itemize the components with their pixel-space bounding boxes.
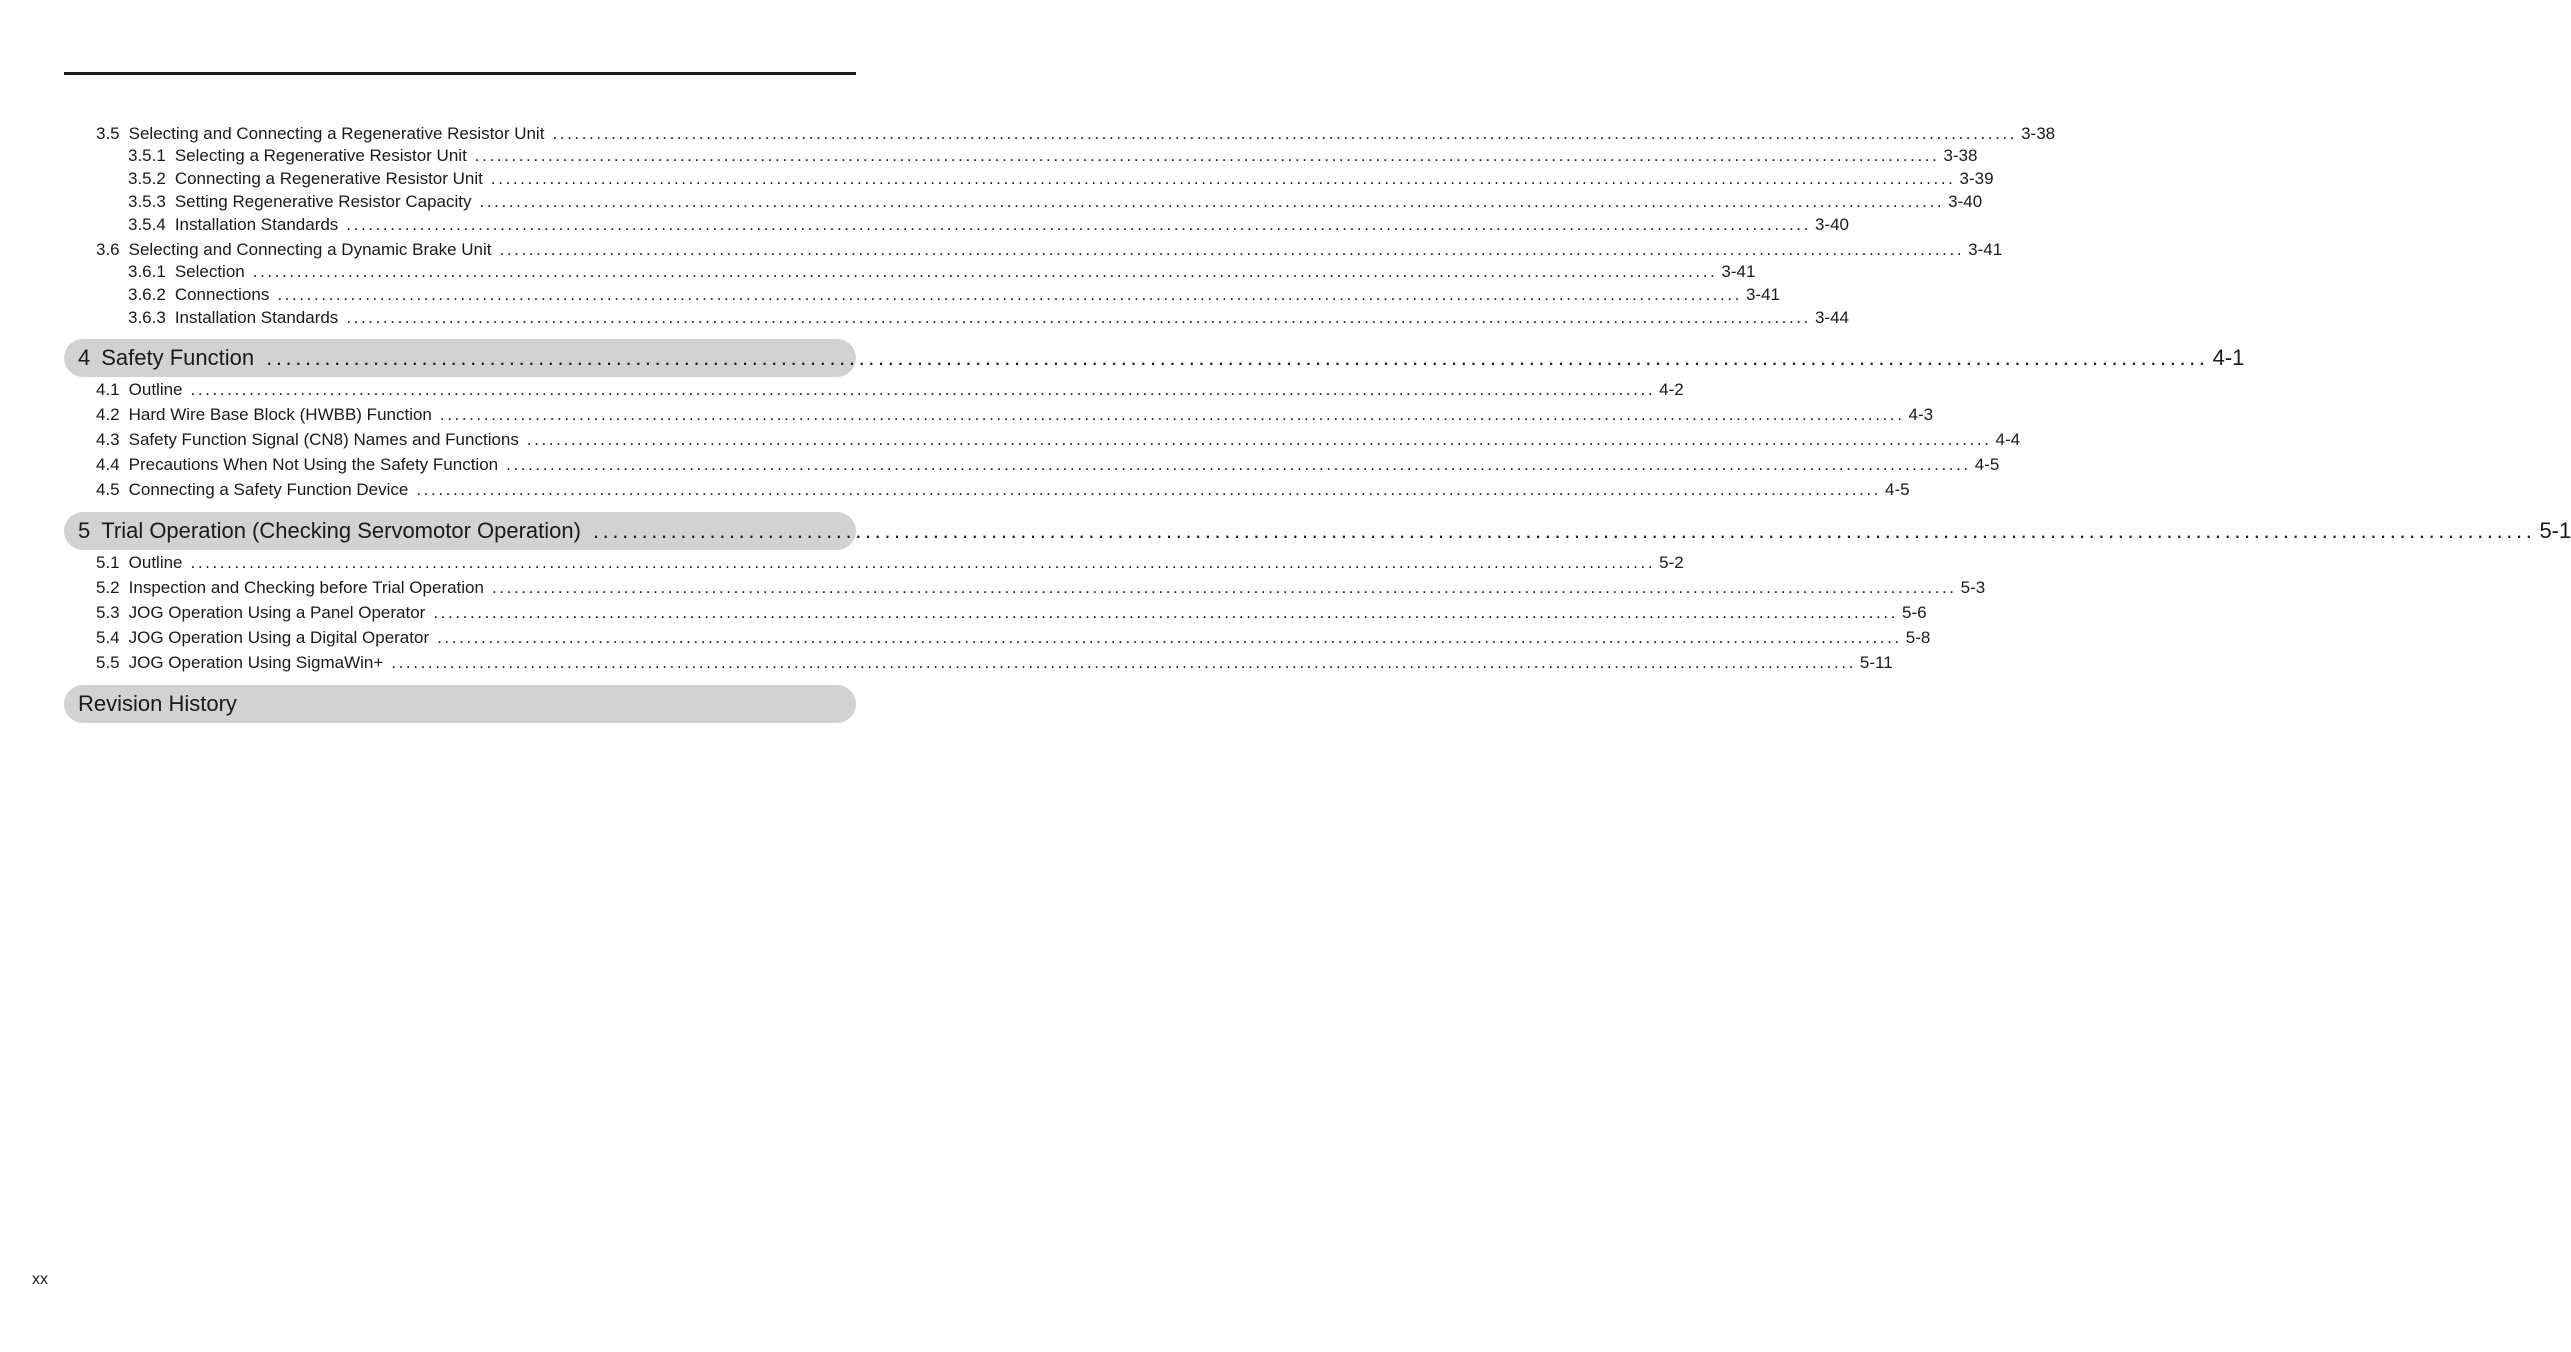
page-ref: 3-44 <box>1814 308 1849 327</box>
page-ref: 4-5 <box>1885 480 1910 499</box>
dot-leader: ........................................................................................................................................................................................................ <box>433 603 1898 622</box>
section-title: Safety Function Signal (CN8) Names and Functions <box>128 430 519 449</box>
page-ref: 5-2 <box>1659 553 1684 572</box>
page-ref: 5-6 <box>1901 603 1927 622</box>
toc-entry[interactable] <box>96 404 1934 426</box>
section-title: Setting Regenerative Resistor Capacity <box>174 192 472 211</box>
page-ref: 4-5 <box>1974 455 2000 474</box>
page-ref: 4-4 <box>1995 430 2021 449</box>
section-title: Trial Operation (Checking Servomotor Operation) <box>101 518 581 543</box>
dot-leader: ........................................................................................................................................................................................................ <box>277 285 1742 304</box>
section-title: Installation Standards <box>174 215 339 234</box>
section-number: 3.6.1 <box>128 262 166 281</box>
section-title: Selection <box>174 262 245 281</box>
page-ref: 5-11 <box>1859 653 1893 672</box>
toc-entry[interactable] <box>96 479 1910 501</box>
toc-entry[interactable] <box>96 123 2056 145</box>
section-number: 4.3 <box>96 430 120 449</box>
section-title: Selecting and Connecting a Dynamic Brake Unit <box>128 240 492 259</box>
page-ref: 3-38 <box>1943 146 1978 165</box>
section-number: 4.1 <box>96 380 120 399</box>
section-number: 4.5 <box>96 480 120 499</box>
dot-leader: ........................................................................................................................................................................................................ <box>416 480 1881 499</box>
toc-entry[interactable] <box>96 552 1684 574</box>
toc-entry[interactable] <box>96 454 2000 476</box>
toc-entry[interactable] <box>96 379 1684 401</box>
section-title: Connections <box>174 285 270 304</box>
chapter-heading <box>64 339 2245 377</box>
section-title: Outline <box>128 553 183 572</box>
section-number: 4.2 <box>96 405 120 424</box>
toc-entry[interactable] <box>96 602 1927 624</box>
dot-leader: ........................................................................................................................................................................................................ <box>437 628 1902 647</box>
section-title: Connecting a Safety Function Device <box>128 480 409 499</box>
dot-leader: ........................................................................................................................................................................................................ <box>479 192 1945 211</box>
section-number: 5.5 <box>96 653 120 672</box>
section-number: 5.1 <box>96 553 120 572</box>
section-number: 3.5.2 <box>128 169 166 188</box>
top-rule <box>64 72 856 75</box>
dot-leader: ........................................................................................................................................................................................................ <box>252 262 1718 281</box>
page-ref: 5-3 <box>1960 578 1986 597</box>
chapter-heading <box>64 512 2571 550</box>
dot-leader: ........................................................................................................................................................................................................ <box>552 124 2018 143</box>
dot-leader: ........................................................................................................................................................................................................ <box>592 518 2536 543</box>
page-number: xx <box>32 1271 48 1288</box>
section-title: Safety Function <box>101 345 255 370</box>
dot-leader: ........................................................................................................................................................................................................ <box>474 146 1940 165</box>
dot-leader: ........................................................................................................................................................................................................ <box>391 653 1856 672</box>
section-title: Precautions When Not Using the Safety Function <box>128 455 499 474</box>
toc-entry[interactable] <box>78 690 843 718</box>
section-number: 3.5.1 <box>128 146 166 165</box>
dot-leader: ........................................................................................................................................................................................................ <box>190 553 1656 572</box>
section-title: JOG Operation Using a Panel Operator <box>128 603 426 622</box>
dot-leader: ........................................................................................................................................................................................................ <box>346 215 1811 234</box>
section-title: Inspection and Checking before Trial Operation <box>128 578 484 597</box>
page-ref: 5-8 <box>1905 628 1931 647</box>
dot-leader: ........................................................................................................................................................................................................ <box>346 308 1811 327</box>
section-title: Revision History <box>78 691 237 716</box>
section-title: Installation Standards <box>174 308 339 327</box>
toc-entry[interactable] <box>128 145 1978 167</box>
section-number: 5.4 <box>96 628 120 647</box>
page-ref: 3-41 <box>1745 285 1780 304</box>
page-ref: 3-40 <box>1948 192 1983 211</box>
toc-entry[interactable] <box>96 627 1931 649</box>
toc-entry[interactable] <box>96 577 1986 599</box>
section-title: Selecting a Regenerative Resistor Unit <box>174 146 467 165</box>
section-number: 5.2 <box>96 578 120 597</box>
page-ref: 4-1 <box>2212 345 2245 370</box>
section-number: 5 <box>78 518 91 543</box>
page-ref: 5-1 <box>2539 518 2571 543</box>
toc-entry[interactable] <box>78 517 2571 545</box>
dot-leader: ........................................................................................................................................................................................................ <box>506 455 1971 474</box>
page-ref: 4-2 <box>1659 380 1684 399</box>
section-number: 5.3 <box>96 603 120 622</box>
section-number: 4 <box>78 345 91 370</box>
toc-entry[interactable] <box>128 214 1849 236</box>
section-number: 4.4 <box>96 455 120 474</box>
dot-leader: ........................................................................................................................................................................................................ <box>526 430 1992 449</box>
toc-entry[interactable] <box>96 239 2003 261</box>
chapter-heading <box>64 685 856 723</box>
toc-entry[interactable] <box>128 284 1780 306</box>
dot-leader: ........................................................................................................................................................................................................ <box>499 240 1965 259</box>
page-ref: 3-38 <box>2021 124 2056 143</box>
toc-entry[interactable] <box>128 307 1849 329</box>
page-ref: 3-41 <box>1968 240 2003 259</box>
toc-entry[interactable] <box>128 191 1983 213</box>
section-number: 3.6.2 <box>128 285 166 304</box>
section-number: 3.5.4 <box>128 215 166 234</box>
page-ref: 3-41 <box>1721 262 1756 281</box>
toc-entry[interactable] <box>128 261 1756 283</box>
dot-leader: ........................................................................................................................................................................................................ <box>439 405 1905 424</box>
section-number: 3.6.3 <box>128 308 166 327</box>
section-number: 3.5 <box>96 124 120 143</box>
dot-leader: ........................................................................................................................................................................................................ <box>190 380 1656 399</box>
section-title: Selecting and Connecting a Regenerative Resistor Unit <box>128 124 545 143</box>
page-ref: 4-3 <box>1908 405 1934 424</box>
dot-leader: ........................................................................................................................................................................................................ <box>490 169 1956 188</box>
toc-entry[interactable] <box>96 652 1893 674</box>
section-title: Outline <box>128 380 183 399</box>
page-ref: 3-39 <box>1959 169 1994 188</box>
section-title: Hard Wire Base Block (HWBB) Function <box>128 405 432 424</box>
toc-entry[interactable] <box>78 344 2245 372</box>
toc-entry[interactable] <box>128 168 1994 190</box>
section-number: 3.5.3 <box>128 192 166 211</box>
section-title: Connecting a Regenerative Resistor Unit <box>174 169 483 188</box>
dot-leader: ........................................................................................................................................................................................................ <box>491 578 1957 597</box>
section-title: JOG Operation Using SigmaWin+ <box>128 653 384 672</box>
toc-entry[interactable] <box>96 429 2021 451</box>
page-ref: 3-40 <box>1814 215 1849 234</box>
dot-leader: ........................................................................................................................................................................................................ <box>266 345 2209 370</box>
section-number: 3.6 <box>96 240 120 259</box>
section-title: JOG Operation Using a Digital Operator <box>128 628 430 647</box>
